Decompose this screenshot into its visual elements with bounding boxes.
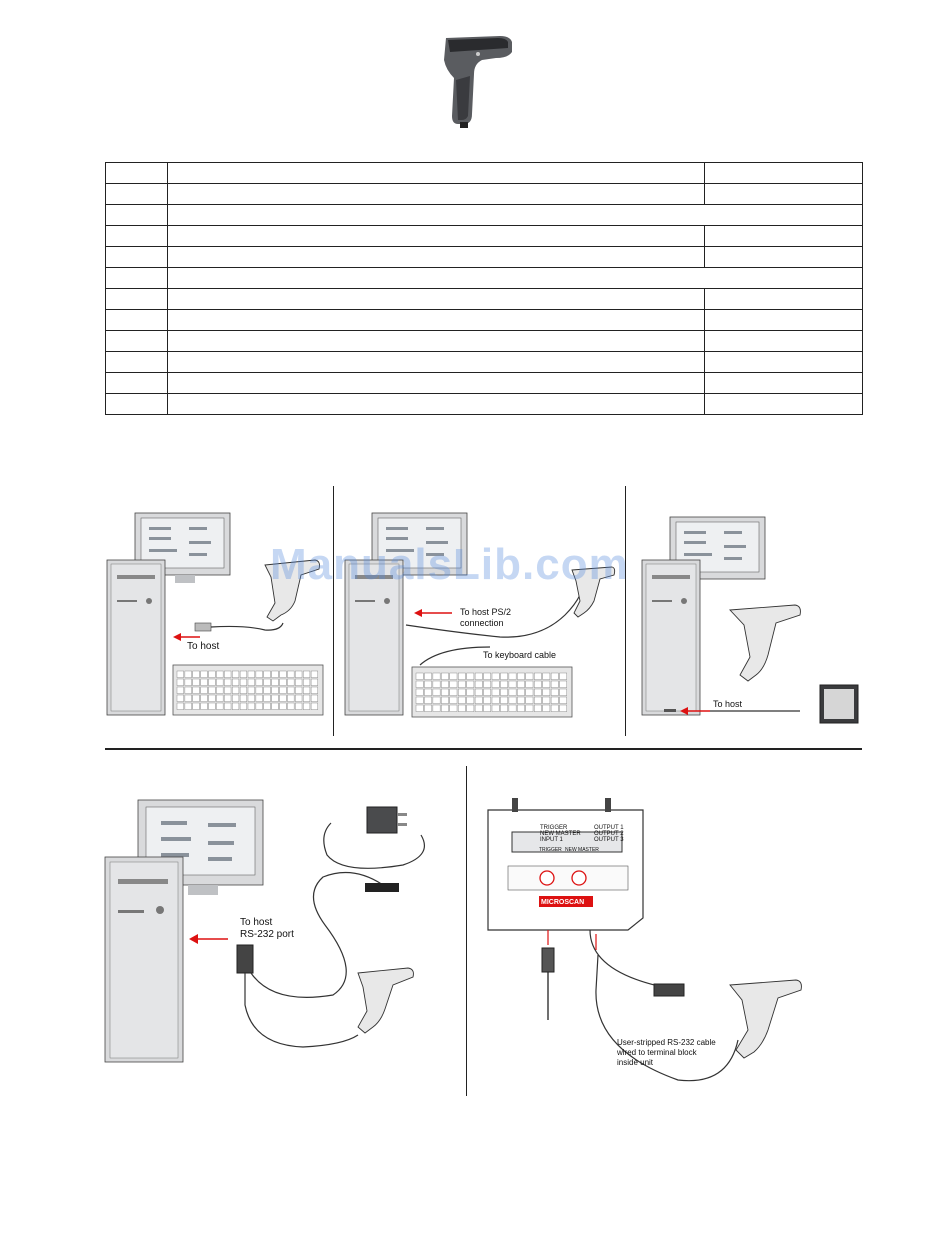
keyboard-key — [232, 695, 239, 702]
keyboard-key — [424, 673, 431, 680]
keyboard-key — [534, 681, 541, 688]
qx-brand-label: MICROSCAN — [541, 899, 585, 906]
keyboard-key — [526, 681, 533, 688]
keyboard-key — [311, 671, 318, 678]
keyboard-key — [424, 681, 431, 688]
table-cell-description — [168, 310, 705, 331]
keyboard-key — [287, 703, 294, 710]
keyboard-key — [311, 687, 318, 694]
keyboard-key — [256, 671, 263, 678]
keyboard-key — [256, 687, 263, 694]
keyboard-key — [517, 681, 524, 688]
table-cell-part-number — [705, 310, 863, 331]
keyboard-key — [450, 689, 457, 696]
table-cell-section — [168, 205, 863, 226]
table-cell-code — [106, 226, 168, 247]
keyboard-key — [458, 673, 465, 680]
keyboard-key — [209, 703, 216, 710]
keyboard-key — [450, 673, 457, 680]
keyboard-key — [560, 681, 567, 688]
keyboard-key — [458, 689, 465, 696]
keyboard-key — [256, 679, 263, 686]
qx-led-right: OUTPUT 1 OUTPUT 2 OUTPUT 3 — [594, 825, 624, 843]
table-cell-code — [106, 163, 168, 184]
keyboard-key — [295, 679, 302, 686]
part-number-table — [105, 162, 863, 415]
keyboard-key — [517, 673, 524, 680]
keyboard-key — [475, 689, 482, 696]
keyboard-key — [543, 689, 550, 696]
keyboard-key — [232, 703, 239, 710]
keyboard-key — [526, 705, 533, 712]
keyboard-key — [240, 679, 247, 686]
panel-divider — [625, 486, 626, 736]
keyboard-key — [484, 697, 491, 704]
keyboard-key — [475, 681, 482, 688]
keyboard-key — [287, 679, 294, 686]
keyboard-key — [424, 689, 431, 696]
keyboard-key — [272, 687, 279, 694]
keyboard-key — [475, 673, 482, 680]
keyboard-key — [484, 673, 491, 680]
keyboard-key — [201, 703, 208, 710]
keyboard-key — [433, 705, 440, 712]
keyboard-key — [560, 689, 567, 696]
keyboard-key — [560, 697, 567, 704]
keyboard-key — [509, 697, 516, 704]
keyboard-key — [185, 687, 192, 694]
keyboard-key — [551, 689, 558, 696]
table-cell-code — [106, 289, 168, 310]
table-cell-part-number — [705, 163, 863, 184]
keyboard-key — [475, 697, 482, 704]
keyboard-key — [177, 671, 184, 678]
keyboard-key — [551, 681, 558, 688]
table-row — [106, 373, 863, 394]
keyboard-key — [441, 681, 448, 688]
keyboard-key — [177, 703, 184, 710]
keyboard-key — [441, 673, 448, 680]
keyboard-key — [224, 679, 231, 686]
keyboard-key — [484, 705, 491, 712]
keyboard-key — [543, 705, 550, 712]
keyboard-key — [467, 705, 474, 712]
table-cell-code — [106, 310, 168, 331]
keyboard-key — [500, 697, 507, 704]
keyboard-key — [272, 695, 279, 702]
keyboard-key — [433, 673, 440, 680]
keyboard-key — [280, 695, 287, 702]
keyboard-key — [256, 695, 263, 702]
keyboard-key — [193, 671, 200, 678]
panel-divider — [333, 486, 334, 736]
keyboard-key — [475, 705, 482, 712]
keyboard-key — [224, 671, 231, 678]
keyboard-key — [280, 687, 287, 694]
qx-trigger-button-label: TRIGGER — [539, 847, 562, 853]
keyboard-key — [467, 673, 474, 680]
table-cell-code — [106, 205, 168, 226]
keyboard-key — [492, 689, 499, 696]
keyboard-key — [433, 681, 440, 688]
keyboard-key — [248, 687, 255, 694]
table-cell-code — [106, 373, 168, 394]
keyboard-key — [441, 697, 448, 704]
keyboard-key — [240, 703, 247, 710]
keyboard-key — [543, 681, 550, 688]
table-cell-code — [106, 394, 168, 415]
keyboard-key — [209, 695, 216, 702]
keyboard-key — [248, 703, 255, 710]
keyboard-key — [240, 695, 247, 702]
table-cell-part-number — [705, 184, 863, 205]
table-cell-description — [168, 394, 705, 415]
keyboard-key — [450, 705, 457, 712]
keyboard-key — [509, 689, 516, 696]
keyboard-key — [216, 695, 223, 702]
keyboard-key — [416, 689, 423, 696]
table-cell-section — [168, 268, 863, 289]
table-row — [106, 205, 863, 226]
table-cell-code — [106, 247, 168, 268]
ps2-host-label: To host PS/2 connection — [460, 607, 512, 628]
keyboard-key — [264, 703, 271, 710]
keyboard-key — [240, 687, 247, 694]
scanner-icon — [730, 980, 801, 1058]
keyboard-key — [560, 705, 567, 712]
table-cell-description — [168, 289, 705, 310]
qx-new-master-button-label: NEW MASTER — [565, 847, 599, 853]
keyboard-key — [467, 697, 474, 704]
keyboard-key — [500, 681, 507, 688]
keyboard-key — [193, 687, 200, 694]
keyboard-key — [543, 697, 550, 704]
table-cell-description — [168, 373, 705, 394]
keyboard-key — [458, 681, 465, 688]
keyboard-key — [295, 671, 302, 678]
keyboard-key — [295, 695, 302, 702]
keyboard-key — [526, 697, 533, 704]
keyboard-key — [177, 687, 184, 694]
keyboard-key — [209, 687, 216, 694]
keyboard-key — [416, 673, 423, 680]
keyboard-key — [551, 705, 558, 712]
keyboard-key — [216, 679, 223, 686]
keyboard-key — [303, 679, 310, 686]
keyboard-key — [287, 687, 294, 694]
keyboard-key — [193, 695, 200, 702]
usb-to-host-label: To host — [187, 641, 220, 652]
keyboard-key — [509, 681, 516, 688]
table-cell-description — [168, 247, 705, 268]
keyboard-key — [193, 679, 200, 686]
computer-tower-icon — [105, 857, 183, 1062]
keyboard-key — [450, 681, 457, 688]
keyboard-key — [209, 671, 216, 678]
keyboard-key — [517, 697, 524, 704]
table-row — [106, 268, 863, 289]
table-cell-description — [168, 331, 705, 352]
keyboard-key — [295, 703, 302, 710]
usb-connection-diagram — [105, 505, 330, 730]
keyboard-key — [543, 673, 550, 680]
keyboard-key — [232, 671, 239, 678]
qx-led-left: TRIGGER NEW MASTER INPUT 1 — [540, 825, 581, 843]
keyboard-key — [467, 681, 474, 688]
keyboard-key — [551, 697, 558, 704]
keyboard-key — [216, 671, 223, 678]
keyboard-key — [272, 679, 279, 686]
keyboard-key — [458, 705, 465, 712]
scanner-icon — [730, 605, 800, 681]
table-cell-description — [168, 163, 705, 184]
keyboard-key — [509, 705, 516, 712]
keyboard-key — [424, 697, 431, 704]
rs232-host-label: To host RS-232 port — [240, 917, 294, 940]
table-cell-code — [106, 268, 168, 289]
keyboard-key — [193, 703, 200, 710]
table-cell-description — [168, 184, 705, 205]
keyboard-key — [256, 703, 263, 710]
keyboard-key — [534, 689, 541, 696]
keyboard-icon — [173, 665, 323, 715]
keyboard-key — [517, 689, 524, 696]
cradle-icon — [820, 685, 858, 723]
keyboard-key — [492, 673, 499, 680]
keyboard-key — [500, 673, 507, 680]
keyboard-key — [201, 695, 208, 702]
keyboard-key — [280, 679, 287, 686]
keyboard-key — [534, 705, 541, 712]
keyboard-key — [248, 671, 255, 678]
keyboard-key — [201, 671, 208, 678]
watermark-text: ManualsLib.com — [270, 540, 629, 589]
table-cell-part-number — [705, 394, 863, 415]
keyboard-key — [416, 697, 423, 704]
keyboard-key — [458, 697, 465, 704]
table-cell-description — [168, 226, 705, 247]
keyboard-key — [509, 673, 516, 680]
keyboard-key — [492, 681, 499, 688]
keyboard-key — [492, 705, 499, 712]
keyboard-key — [201, 687, 208, 694]
keyboard-key — [272, 671, 279, 678]
computer-tower-icon — [642, 560, 700, 715]
keyboard-key — [185, 703, 192, 710]
keyboard-key — [264, 679, 271, 686]
keyboard-key — [232, 679, 239, 686]
qx-cable-label: User-stripped RS-232 cable wired to terminal block inside unit — [617, 1038, 716, 1067]
qx-hub-box — [488, 798, 643, 930]
table-cell-description — [168, 352, 705, 373]
keyboard-key — [287, 671, 294, 678]
ps2-keyboard-label: To keyboard cable — [483, 650, 557, 660]
keyboard-key — [484, 681, 491, 688]
keyboard-key — [450, 697, 457, 704]
keyboard-key — [216, 703, 223, 710]
keyboard-key — [303, 695, 310, 702]
keyboard-key — [311, 679, 318, 686]
table-row — [106, 184, 863, 205]
keyboard-key — [517, 705, 524, 712]
section-divider — [105, 748, 862, 750]
table-row — [106, 247, 863, 268]
keyboard-key — [224, 687, 231, 694]
table-row — [106, 352, 863, 373]
keyboard-key — [287, 695, 294, 702]
keyboard-key — [311, 695, 318, 702]
table-cell-part-number — [705, 289, 863, 310]
keyboard-key — [185, 695, 192, 702]
table-cell-code — [106, 352, 168, 373]
keyboard-key — [526, 689, 533, 696]
keyboard-key — [216, 687, 223, 694]
keyboard-key — [201, 679, 208, 686]
table-cell-part-number — [705, 373, 863, 394]
keyboard-key — [303, 671, 310, 678]
keyboard-key — [492, 697, 499, 704]
table-cell-part-number — [705, 226, 863, 247]
cradle-to-host-label: To host — [713, 699, 743, 709]
keyboard-key — [248, 679, 255, 686]
keyboard-key — [209, 679, 216, 686]
keyboard-key — [303, 703, 310, 710]
keyboard-key — [424, 705, 431, 712]
keyboard-key — [264, 695, 271, 702]
keyboard-key — [560, 673, 567, 680]
keyboard-key — [295, 687, 302, 694]
keyboard-key — [526, 673, 533, 680]
keyboard-key — [272, 703, 279, 710]
keyboard-key — [534, 697, 541, 704]
keyboard-key — [185, 679, 192, 686]
keyboard-key — [441, 689, 448, 696]
power-supply-icon — [367, 807, 407, 833]
keyboard-key — [264, 687, 271, 694]
keyboard-key — [177, 679, 184, 686]
scanner-icon — [358, 968, 413, 1033]
table-row — [106, 289, 863, 310]
keyboard-key — [232, 687, 239, 694]
computer-tower-icon — [107, 560, 165, 715]
keyboard-key — [534, 673, 541, 680]
keyboard-key — [280, 703, 287, 710]
table-row — [106, 310, 863, 331]
keyboard-key — [551, 673, 558, 680]
keyboard-key — [500, 689, 507, 696]
keyboard-key — [500, 705, 507, 712]
keyboard-key — [416, 705, 423, 712]
table-cell-part-number — [705, 247, 863, 268]
keyboard-key — [416, 681, 423, 688]
keyboard-key — [433, 697, 440, 704]
keyboard-key — [264, 671, 271, 678]
table-cell-part-number — [705, 331, 863, 352]
handheld-scanner-photo — [438, 30, 518, 130]
table-row — [106, 394, 863, 415]
keyboard-key — [224, 703, 231, 710]
keyboard-key — [303, 687, 310, 694]
keyboard-key — [248, 695, 255, 702]
table-row — [106, 331, 863, 352]
keyboard-key — [467, 689, 474, 696]
cradle-connection-diagram — [630, 505, 865, 730]
keyboard-key — [177, 695, 184, 702]
table-cell-code — [106, 184, 168, 205]
table-row — [106, 163, 863, 184]
keyboard-icon — [412, 667, 572, 717]
keyboard-key — [441, 705, 448, 712]
keyboard-key — [224, 695, 231, 702]
keyboard-key — [311, 703, 318, 710]
keyboard-key — [433, 689, 440, 696]
keyboard-key — [240, 671, 247, 678]
table-cell-part-number — [705, 352, 863, 373]
table-row — [106, 226, 863, 247]
keyboard-key — [185, 671, 192, 678]
table-cell-code — [106, 331, 168, 352]
panel-divider — [466, 766, 467, 1096]
keyboard-key — [484, 689, 491, 696]
keyboard-key — [280, 671, 287, 678]
